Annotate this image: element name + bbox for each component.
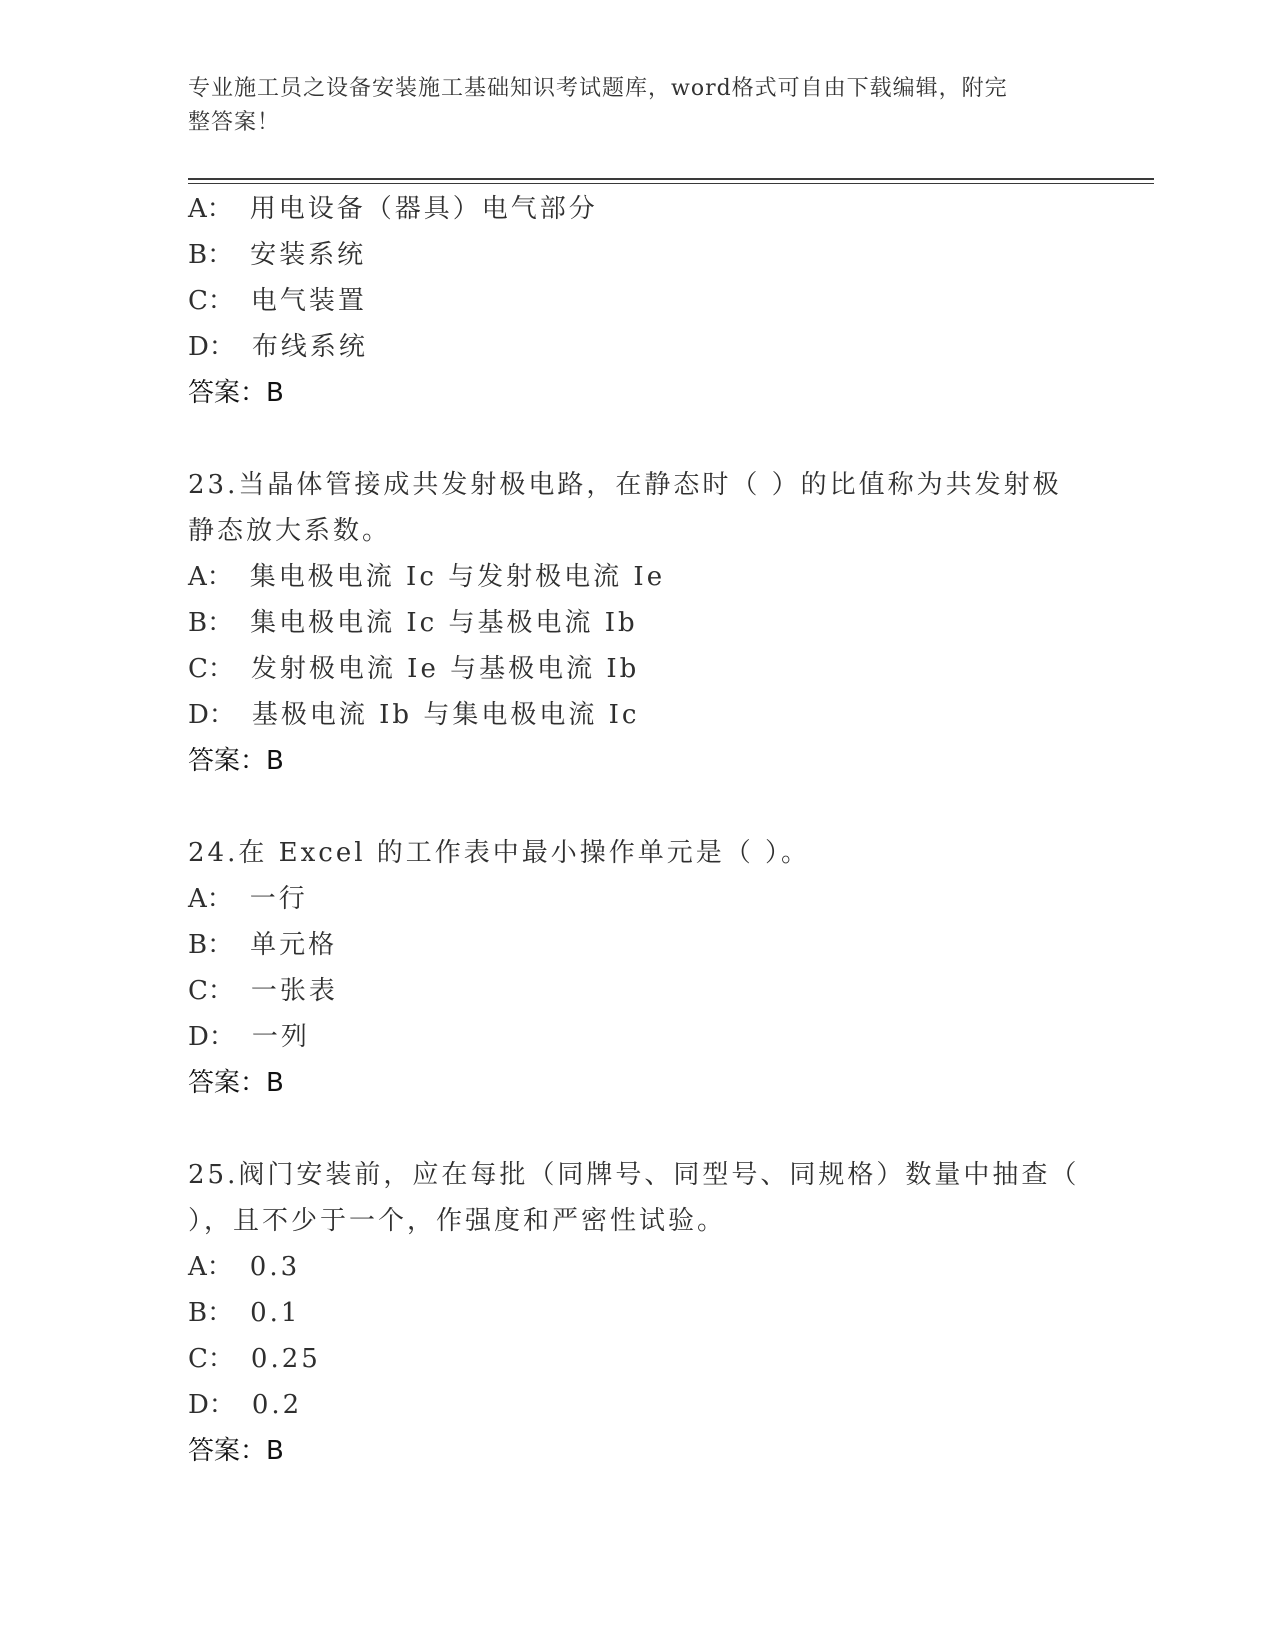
option-a [188,1244,1088,1290]
option-separator: ： [208,332,238,362]
option-text: 安装系统 [250,240,367,270]
option-text: 用电设备（器具）电气部分 [249,194,598,224]
question-22 [188,186,1088,416]
question-25 [188,1152,1088,1474]
option-letter: B [188,930,208,960]
option-d [188,324,1088,370]
option-separator: ： [207,286,237,316]
option-text: 一行 [249,884,308,914]
option-text: 发射极电流 Ie 与基极电流 Ib [250,654,640,684]
option-separator: ： [208,1390,238,1420]
option-b [188,1290,1088,1336]
option-letter: D [188,332,209,362]
option-separator: ： [207,1344,237,1374]
question-stem: 23.当晶体管接成共发射极电路，在静态时（ ）的比值称为共发射极 [188,470,1062,500]
option-separator: ： [206,194,236,224]
answer-line: 答案：B [188,1068,284,1098]
option-c [188,968,1088,1014]
option-a [188,876,1088,922]
option-letter: B [188,1298,208,1328]
header-rule-thick [188,178,1154,180]
option-separator: ： [208,1022,238,1052]
option-letter: A [188,562,207,592]
option-letter: D [188,1390,209,1420]
option-separator: ： [207,654,237,684]
option-text: 单元格 [250,930,338,960]
answer-line: 答案：B [188,1436,284,1466]
option-letter: C [188,654,208,684]
option-text: 一张表 [250,976,338,1006]
option-letter: C [188,976,208,1006]
option-c [188,646,1088,692]
option-letter: C [188,1344,208,1374]
option-separator: ： [207,608,237,638]
option-separator: ： [206,1252,236,1282]
question-stem-continued: 静态放大系数。 [188,516,392,546]
header-line-1: 专业施工员之设备安装施工基础知识考试题库，word格式可自由下载编辑，附完 [188,76,1008,101]
question-stem-continued: ），且不少于一个，作强度和严密性试验。 [188,1206,727,1236]
option-text: 电气装置 [250,286,367,316]
option-a [188,186,1088,232]
option-c [188,1336,1088,1382]
option-b [188,232,1088,278]
question-list [188,186,1088,1474]
option-text: 0.2 [251,1390,303,1420]
option-separator: ： [207,976,237,1006]
answer-line: 答案：B [188,746,284,776]
option-c [188,278,1088,324]
answer-line: 答案：B [188,378,284,408]
option-d [188,1014,1088,1060]
option-separator: ： [207,240,237,270]
option-separator: ： [207,1298,237,1328]
option-letter: B [188,240,208,270]
option-b [188,922,1088,968]
option-b [188,600,1088,646]
option-text: 0.25 [250,1344,321,1374]
option-separator: ： [208,700,238,730]
spacer [188,784,1088,830]
option-a [188,554,1088,600]
option-separator: ： [206,562,236,592]
question-24 [188,830,1088,1106]
option-text: 0.3 [249,1252,301,1282]
header-line-2: 整答案！ [188,110,281,135]
question-stem: 24.在 Excel 的工作表中最小操作单元是（ ）。 [188,838,811,868]
option-letter: C [188,286,208,316]
spacer [188,1106,1088,1152]
question-stem: 25.阀门安装前，应在每批（同牌号、同型号、同规格）数量中抽查（ [188,1160,1080,1190]
option-letter: A [188,1252,207,1282]
option-text: 集电极电流 Ic 与基极电流 Ib [250,608,638,638]
option-text: 0.1 [250,1298,301,1328]
option-letter: D [188,700,209,730]
option-letter: D [188,1022,209,1052]
option-d [188,1382,1088,1428]
document-header [188,72,1068,140]
option-text: 一列 [251,1022,310,1052]
spacer [188,416,1088,462]
option-letter: A [188,194,207,224]
option-text: 集电极电流 Ic 与发射极电流 Ie [249,562,666,592]
option-text: 布线系统 [251,332,368,362]
option-letter: A [188,884,207,914]
question-23 [188,462,1088,784]
option-text: 基极电流 Ib 与集电极电流 Ic [251,700,640,730]
option-letter: B [188,608,208,638]
header-rule-thin [188,183,1154,184]
option-separator: ： [207,930,237,960]
option-d [188,692,1088,738]
option-separator: ： [206,884,236,914]
